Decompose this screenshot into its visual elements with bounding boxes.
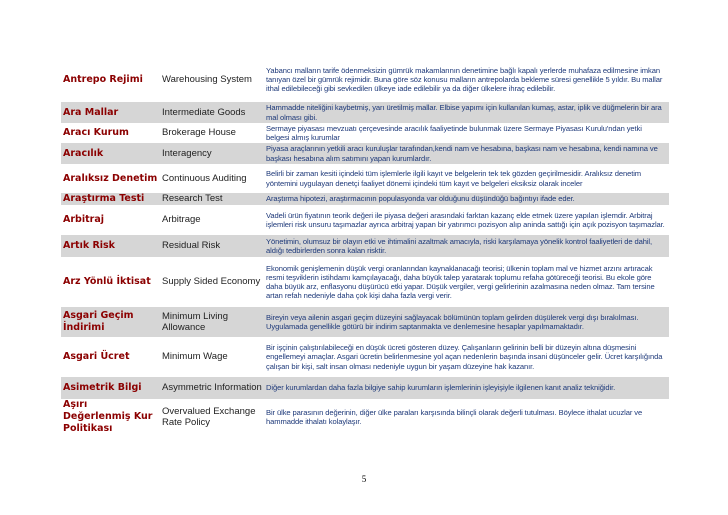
term-description: Yönetimin, olumsuz bir olayın etki ve ihtimalini azaltmak amacıyla, riski karşılamaya yönelik kontrol faaliyetleri de dahil, aldığı tedbirlerden sonra kalan risktir. xyxy=(264,235,669,257)
term-en: Residual Risk xyxy=(160,235,264,257)
term-description: Bir işçinin çalıştırılabileceği en düşük ücreti gösteren düzey. Çalışanların gelirinin belli bir düzeyin altına düşmesini engellemeyi amaçlar. Asgari ücretin belirlenmesine yol açan nedenlerin başında insani düşünceler gelir. Ücret karşılığında çalışan bir kişi, salt insan olması nedeniyle uygun bir yaşam düzeyine hak kazanır. xyxy=(264,337,669,377)
term-tr: Ara Mallar xyxy=(61,102,160,123)
term-description: Vadeli ürün fiyatının teorik değeri ile piyasa değeri arasındaki farktan kazanç elde etmek üzere yapılan işlemdir. Arbitraj işlemleri risk unsuru taşımazlar ayrıca arbitraj yapan bir yatırımcı pozisyon alıp aninda sattığı için açık pozisyon taşımazlar. xyxy=(264,205,669,235)
term-en: Minimum Living Allowance xyxy=(160,307,264,337)
glossary-body xyxy=(61,57,669,435)
glossary-row xyxy=(61,123,669,143)
glossary-row xyxy=(61,337,669,377)
term-en: Brokerage House xyxy=(160,123,264,143)
glossary-row xyxy=(61,377,669,399)
term-tr: Araştırma Testi xyxy=(61,193,160,205)
term-description: Hammadde niteliğini kaybetmiş, yarı üretilmiş mallar. Elbise yapımı için kullanılan kumaş, astar, iplik ve düğmelerin bir ara mal olması gibi. xyxy=(264,102,669,123)
term-tr: Asgari Ücret xyxy=(61,337,160,377)
term-en: Continuous Auditing xyxy=(160,164,264,193)
glossary-row xyxy=(61,193,669,205)
term-description: Diğer kurumlardan daha fazla bilgiye sahip kurumların işlemlerinin işleyişiyle ilgilenen kanıt analiz tekniğidir. xyxy=(264,377,669,399)
term-tr: Aralıksız Denetim xyxy=(61,164,160,193)
term-description: Belirli bir zaman kesiti içindeki tüm işlemlerle ilgili kayıt ve belgelerin tek tek gözden geçirilmesidir. Aralıksız denetim yöntemini uygulayan denetçi faaliyet dönemi içindeki tüm kayıt ve belgeleri eksiksiz olarak inceler xyxy=(264,164,669,193)
term-description: Ekonomik genişlemenin düşük vergi oranlarından kaynaklanacağı teorisi; ülkenin toplam mal ve hizmet arzını artıracak resmi teşviklerin istihdamı kamçılayacağı, daha büyük talep yaratarak toplumu refaha götüreceği teorisi. Bu ekole göre daha büyük arz, enflasyonu düşürücü etki yapar. Düşük vergiler, vergi gelirlerinin azalmasına neden olmaz. Tam tersine artan refah nedeniyle daha çok kişi daha fazla vergi verir. xyxy=(264,257,669,307)
term-tr: Asimetrik Bilgi xyxy=(61,377,160,399)
term-description: Bireyin veya ailenin asgari geçim düzeyini sağlayacak bölümünün toplam gelirden düşülerek vergi dışı bırakılması. Uygulamada genellikle götürü bir indirim saptanmakta ve denlemesine hesaplar yapılmamaktadır. xyxy=(264,307,669,337)
term-tr: Aşırı Değerlenmiş Kur Politikası xyxy=(61,399,160,435)
term-description: Yabancı malların tarife ödenmeksizin gümrük makamlarının denetimine bağlı kapalı yerlerde muhafaza edilmesine imkan tanıyan özel bir gümrük rejimidir. Buna göre söz konusu malların antrepolarda bekleme süresi genellikle 5 yıldır. Bu mallar ithal edilebileceği gibi sevkedilen ülkeye iade edilebilir ya da diğer ülkelere ihraç edilebilir. xyxy=(264,57,669,102)
glossary-row xyxy=(61,205,669,235)
term-en: Minimum Wage xyxy=(160,337,264,377)
term-description: Araştırma hipotezi, araştırmacının populasyonda var olduğunu düşündüğü bağıntıyı ifade eder. xyxy=(264,193,669,205)
term-en: Warehousing System xyxy=(160,57,264,102)
page-number: 5 xyxy=(361,474,367,484)
glossary-row xyxy=(61,57,669,102)
term-tr: Arz Yönlü İktisat xyxy=(61,257,160,307)
term-description: Bir ülke parasının değerinin, diğer ülke paraları karşısında bilinçli olarak değerli tutulması. Böylece ithalat ucuzlar ve hammadde ithalatı kolaylaşır. xyxy=(264,399,669,435)
glossary-row xyxy=(61,143,669,164)
glossary-row xyxy=(61,164,669,193)
term-en: Intermediate Goods xyxy=(160,102,264,123)
glossary-row xyxy=(61,399,669,435)
term-description: Piyasa araçlarının yetkili aracı kuruluşlar tarafından,kendi nam ve hesabına, başkası nam ve hesabına, kendi namına ve başkası hesabına alım satımını yapan kurumlardır. xyxy=(264,143,669,164)
term-en: Arbitrage xyxy=(160,205,264,235)
term-en: Research Test xyxy=(160,193,264,205)
term-tr: Artık Risk xyxy=(61,235,160,257)
term-tr: Asgari Geçim İndirimi xyxy=(61,307,160,337)
term-en: Interagency xyxy=(160,143,264,164)
glossary-row xyxy=(61,235,669,257)
term-description: Sermaye piyasası mevzuatı çerçevesinde aracılık faaliyetinde bulunmak üzere Sermaye Piyasası Kurulu'ndan yetki belgesi almış kurumlar xyxy=(264,123,669,143)
term-tr: Aracılık xyxy=(61,143,160,164)
term-en: Asymmetric Information xyxy=(160,377,264,399)
glossary-row xyxy=(61,102,669,123)
term-tr: Arbitraj xyxy=(61,205,160,235)
term-en: Overvalued Exchange Rate Policy xyxy=(160,399,264,435)
glossary-row xyxy=(61,257,669,307)
glossary-row xyxy=(61,307,669,337)
term-tr: Antrepo Rejimi xyxy=(61,57,160,102)
term-en: Supply Sided Economy xyxy=(160,257,264,307)
glossary-table xyxy=(61,57,669,435)
term-tr: Aracı Kurum xyxy=(61,123,160,143)
